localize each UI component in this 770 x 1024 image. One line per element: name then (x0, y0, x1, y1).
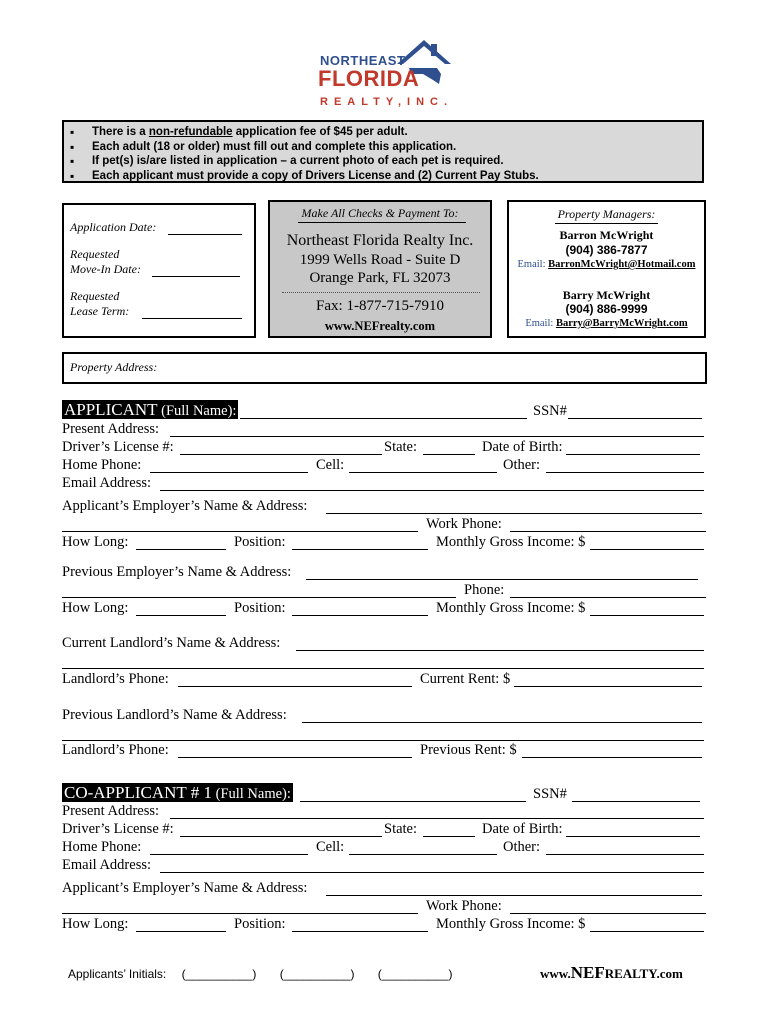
home-phone-label: Home Phone: (62, 457, 142, 473)
previous-employer-label: Previous Employer’s Name & Address: (62, 564, 292, 580)
phone-label: Phone: (464, 582, 505, 598)
coapplicant-full-name-field[interactable] (300, 801, 526, 802)
application-date-label: Application Date: (70, 220, 157, 234)
company-logo (318, 38, 458, 114)
other-label: Other: (503, 457, 541, 473)
landlord-label: Current Landlord’s Name & Address: (62, 635, 281, 651)
logo-line-3: REALTY,INC. (320, 96, 454, 108)
position-label: Position: (234, 534, 286, 550)
coapplicant-heading (62, 783, 293, 802)
state-label: State: (384, 821, 418, 837)
coapplicant-employer-field[interactable] (326, 895, 702, 896)
applicant-employer-field-2[interactable] (62, 531, 418, 532)
applicant-previous-landlord-field[interactable] (302, 722, 702, 723)
website-prefix: www. (540, 966, 571, 981)
property-managers-box (507, 200, 706, 338)
work-phone-label: Work Phone: (426, 898, 502, 914)
logo-line-2: FLORIDA (318, 66, 420, 91)
initials-field-1[interactable]: (__________) (181, 967, 257, 981)
applicant-full-name-field[interactable] (240, 418, 527, 419)
applicant-previous-rent-field[interactable] (522, 757, 702, 758)
applicant-drivers-license-field[interactable] (180, 454, 382, 455)
applicant-employer-field[interactable] (326, 513, 702, 514)
applicant-heading-text: APPLICANT (64, 400, 158, 419)
present-address-label: Present Address: (62, 421, 160, 437)
email-label: Email: (517, 259, 546, 270)
how-long-label: How Long: (62, 916, 129, 932)
applicant-previous-employer-field-2[interactable] (62, 597, 456, 598)
coapplicant-employer-field-2[interactable] (62, 913, 418, 914)
employer-label: Applicant’s Employer’s Name & Address: (62, 880, 308, 896)
applicant-cell-field[interactable] (349, 472, 497, 473)
monthly-income-label: Monthly Gross Income: $ (436, 916, 586, 932)
email-address-label: Email Address: (62, 475, 152, 491)
requested-label: Requested (70, 289, 120, 303)
coapplicant-how-long-field[interactable] (136, 931, 226, 932)
full-name-label: (Full Name): (211, 786, 291, 802)
coapplicant-home-phone-field[interactable] (150, 854, 308, 855)
applicants-initials (68, 967, 453, 981)
lease-term-label: Lease Term: (70, 304, 130, 318)
applicant-previous-employer-phone-field[interactable] (510, 597, 706, 598)
coapplicant-state-field[interactable] (423, 836, 475, 837)
notice-text: There is a (92, 126, 149, 138)
coapplicant-monthly-income-field[interactable] (590, 931, 704, 932)
manager-2-email[interactable]: Barry@BarryMcWright.com (555, 318, 688, 329)
lease-term-field[interactable] (142, 318, 242, 319)
ssn-label: SSN# (533, 786, 567, 802)
applicant-position-field[interactable] (292, 549, 428, 550)
work-phone-label: Work Phone: (426, 516, 502, 532)
coapplicant-present-address-field[interactable] (170, 818, 704, 819)
website-suffix: REALTY.com (604, 966, 683, 981)
monthly-income-label: Monthly Gross Income: $ (436, 534, 586, 550)
notice-item: ▪ Each applicant must provide a copy of Drivers License and (2) Current Pay Stubs. (70, 169, 702, 184)
applicant-landlord-field-2[interactable] (62, 668, 704, 669)
applicant-present-address-field[interactable] (170, 436, 704, 437)
coapplicant-cell-field[interactable] (349, 854, 497, 855)
move-in-date-label: Move-In Date: (70, 262, 141, 276)
applicant-landlord-field[interactable] (296, 650, 704, 651)
how-long-label: How Long: (62, 600, 129, 616)
manager-2-name: Barry McWright (562, 288, 651, 302)
previous-landlord-label: Previous Landlord’s Name & Address: (62, 707, 287, 723)
property-address-label: Property Address: (70, 360, 158, 374)
cell-label: Cell: (316, 457, 345, 473)
state-label: State: (384, 439, 418, 455)
managers-header-rule (555, 223, 658, 224)
manager-1-phone: (904) 386-7877 (565, 243, 648, 257)
notice-text-underlined: non-refundable (148, 126, 233, 138)
full-name-label: (Full Name): (157, 403, 237, 419)
applicant-prev-monthly-income-field[interactable] (590, 615, 704, 616)
drivers-license-label: Driver’s License #: (62, 821, 174, 837)
applicant-current-rent-field[interactable] (514, 686, 702, 687)
coapplicant-email-field[interactable] (160, 872, 704, 873)
monthly-income-label: Monthly Gross Income: $ (436, 600, 586, 616)
landlord-phone-label: Landlord’s Phone: (62, 671, 169, 687)
company-street: 1999 Wells Road - Suite D (299, 252, 461, 268)
footer-website (540, 963, 683, 983)
applicant-dob-field[interactable] (566, 454, 700, 455)
company-name: Northeast Florida Realty Inc. (286, 232, 474, 249)
payment-header-rule (298, 222, 466, 223)
coapplicant-drivers-license-field[interactable] (180, 836, 382, 837)
applicant-other-field[interactable] (546, 472, 704, 473)
email-address-label: Email Address: (62, 857, 152, 873)
home-phone-label: Home Phone: (62, 839, 142, 855)
other-label: Other: (503, 839, 541, 855)
coapplicant-other-field[interactable] (546, 854, 704, 855)
requested-label: Requested (70, 247, 120, 261)
applicant-how-long-field[interactable] (136, 549, 226, 550)
payment-info-box (268, 200, 492, 338)
applicant-email-field[interactable] (160, 490, 704, 491)
initials-label: Applicants’ Initials: (68, 967, 167, 981)
applicant-previous-employer-field[interactable] (306, 579, 698, 580)
notice-text: application fee of $45 per adult. (232, 126, 408, 138)
property-address-box[interactable] (62, 352, 707, 384)
coapplicant-ssn-field[interactable] (572, 801, 700, 802)
dob-label: Date of Birth: (482, 439, 563, 455)
position-label: Position: (234, 916, 286, 932)
notice-item (70, 125, 702, 140)
applicant-landlord-phone-field[interactable] (178, 686, 412, 687)
drivers-license-label: Driver’s License #: (62, 439, 174, 455)
company-fax: Fax: 1-877-715-7910 (316, 298, 444, 314)
applicant-state-field[interactable] (423, 454, 475, 455)
applicant-work-phone-field[interactable] (510, 531, 706, 532)
notice-item: ▪ Each adult (18 or older) must fill out and complete this application. (70, 140, 702, 155)
applicant-home-phone-field[interactable] (150, 472, 308, 473)
email-label: Email: (525, 318, 554, 329)
company-city: Orange Park, FL 32073 (309, 270, 451, 286)
notice-item: ▪ If pet(s) is/are listed in application – a current photo of each pet is required. (70, 154, 702, 169)
applicant-prev-position-field[interactable] (292, 615, 428, 616)
employer-label: Applicant’s Employer’s Name & Address: (62, 498, 308, 514)
position-label: Position: (234, 600, 286, 616)
applicant-prev-how-long-field[interactable] (136, 615, 226, 616)
how-long-label: How Long: (62, 534, 129, 550)
dates-box (62, 203, 256, 338)
initials-field-3[interactable]: (__________) (377, 967, 453, 981)
manager-1-name: Barron McWright (559, 228, 654, 242)
initials-field-2[interactable]: (__________) (279, 967, 355, 981)
divider (282, 292, 480, 293)
applicant-monthly-income-field[interactable] (590, 549, 704, 550)
application-date-field[interactable] (168, 234, 242, 235)
coapplicant-heading-text: CO-APPLICANT # 1 (64, 783, 212, 802)
ssn-label: SSN# (533, 403, 567, 419)
coapplicant-dob-field[interactable] (566, 836, 700, 837)
managers-header: Property Managers: (557, 207, 656, 221)
landlord-phone-label: Landlord’s Phone: (62, 742, 169, 758)
current-rent-label: Current Rent: $ (420, 671, 511, 687)
application-notice (62, 120, 704, 183)
move-in-date-field[interactable] (152, 276, 240, 277)
cell-label: Cell: (316, 839, 345, 855)
dob-label: Date of Birth: (482, 821, 563, 837)
coapplicant-position-field[interactable] (292, 931, 428, 932)
company-website: www.NEFrealty.com (324, 319, 436, 333)
payment-header: Make All Checks & Payment To: (301, 206, 459, 220)
applicant-ssn-field[interactable] (568, 418, 702, 419)
manager-2-phone: (904) 886-9999 (565, 302, 648, 316)
present-address-label: Present Address: (62, 803, 160, 819)
manager-1-email[interactable]: BarronMcWright@Hotmail.com (548, 259, 696, 270)
previous-rent-label: Previous Rent: $ (420, 742, 517, 758)
coapplicant-work-phone-field[interactable] (510, 913, 706, 914)
website-main: NEF (570, 963, 605, 982)
applicant-prev-landlord-phone-field[interactable] (178, 757, 412, 758)
applicant-heading (62, 400, 238, 419)
logo-line-1: NORTHEAST (320, 53, 406, 68)
